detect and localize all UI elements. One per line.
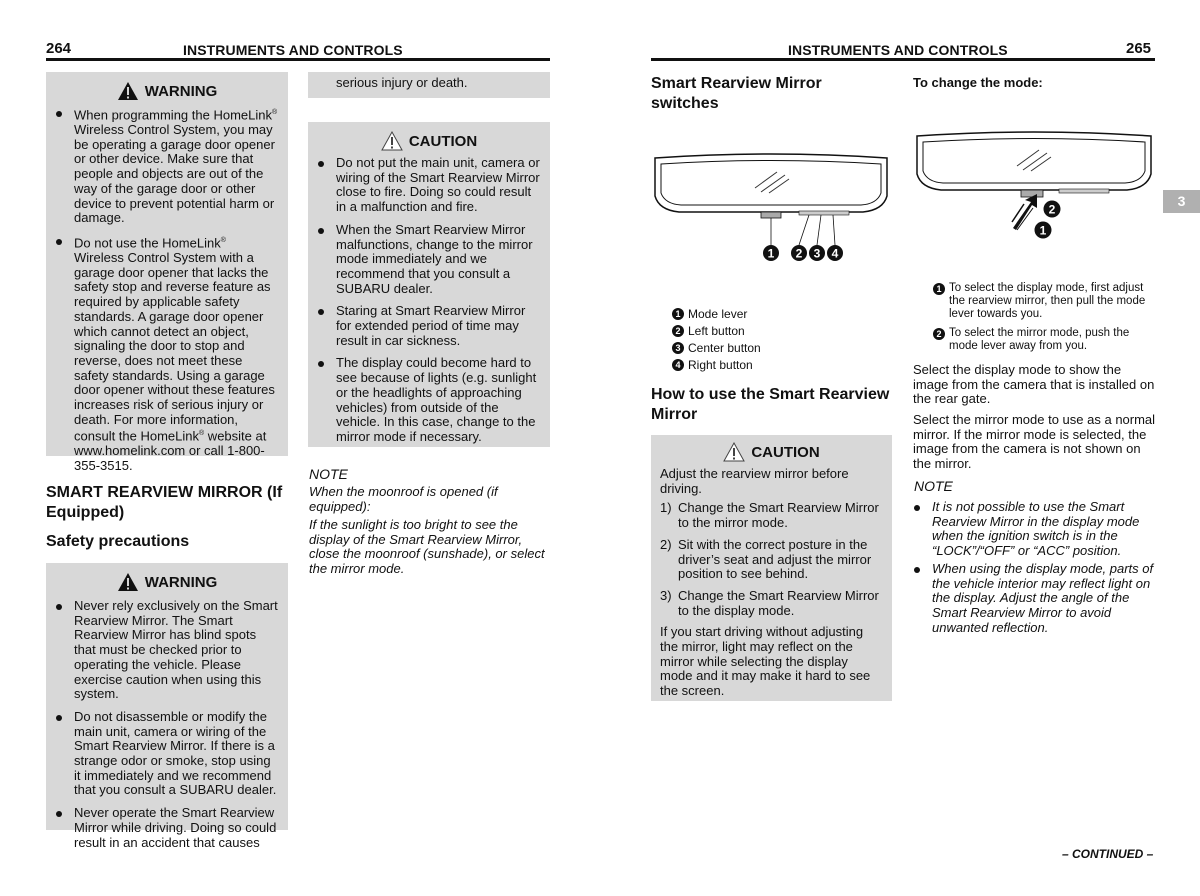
warning-box-safety (46, 563, 288, 850)
list-item: Do not use the HomeLink® Wireless Control System with a garage door opener that lacks the safety stop and reverse feature as required by applicable safety standards. A garage door opener which cannot detect an object, signaling the door to stop and reverse, does not meet these safety standards. Using a garage door opener without these features increases risk of serious injury or death. For more information, consult the HomeLink® website at www.homelink.com or call 1-800-355-3515. (46, 234, 278, 474)
svg-text:1: 1 (767, 246, 775, 261)
svg-text:1: 1 (1039, 223, 1047, 238)
warning-triangle-icon (117, 572, 139, 592)
caution-triangle-icon (381, 131, 403, 151)
legend-item: 2 Left button (672, 322, 761, 339)
list-item: When using the display mode, parts of the vehicle interior may reflect light on the display. Adjust the angle of the Smart Rearview Mirror to avoid unwanted reflection. (904, 562, 1156, 636)
caution-box-left (308, 122, 550, 447)
how-to-title: How to use the Smart Rearview Mirror (651, 386, 890, 423)
change-mode-title: To change the mode: (913, 75, 1043, 90)
note-list-right (904, 500, 1156, 643)
caution-triangle-icon (723, 442, 745, 462)
mirror-mode-illustration (913, 128, 1155, 244)
mode-instructions (933, 282, 1155, 353)
header-rule-right (651, 58, 1155, 61)
list-item: It is not possible to use the Smart Rearview Mirror in the display mode when the ignition switch is in the “LOCK”/“OFF” or “ACC” position. (904, 500, 1156, 559)
mode-item: 2 To select the mirror mode, push the mode lever away from you. (933, 327, 1155, 353)
page-number-left: 264 (46, 40, 72, 57)
warning-title (56, 569, 278, 595)
list-item: Never rely exclusively on the Smart Rearview Mirror. The Smart Rearview Mirror has blind spots that must be checked prior to operating the vehicle. Please exercise caution when using this system. (46, 599, 278, 702)
note-text-2: If the sunlight is too bright to see the display of the Smart Rearview Mirror, close the moonroof (sunshade), or select the mirror mode. (309, 517, 545, 577)
list-item: When programming the HomeLink® Wireless Control System, you may be operating a garage door opener or other device. Make sure that people and objects are out of the way of the garage door or other device to prevent potential harm or damage. (46, 106, 278, 226)
caution-title-text: CAUTION (751, 443, 820, 461)
switch-legend (672, 305, 761, 373)
caution-box-right (651, 435, 892, 701)
switches-title: Smart Rearview Mirror switches (651, 75, 822, 112)
callout-2 (1044, 201, 1061, 218)
note-title-right: NOTE (914, 478, 953, 494)
step-item: 3) Change the Smart Rearview Mirror to the display mode. (660, 587, 879, 618)
warning-continued-box (308, 72, 550, 98)
warning-title-text: WARNING (144, 82, 218, 100)
mirror-mode-paragraph: Select the mirror mode to use as a normal mirror. If the mirror mode is selected, the image from the camera is not shown on the mirror. (913, 412, 1156, 472)
caution-title-text: CAUTION (408, 132, 478, 150)
subsection-title: Safety precautions (46, 533, 190, 550)
note-title-left: NOTE (309, 466, 348, 482)
step-item: 2) Sit with the correct posture in the driver’s seat and adjust the mirror position to see behind. (660, 536, 872, 582)
warning-triangle-icon (117, 81, 139, 101)
svg-text:2: 2 (1048, 202, 1056, 217)
page-header-right: INSTRUMENTS AND CONTROLS (788, 42, 1008, 58)
callout-4 (827, 245, 843, 261)
caution-title (660, 439, 883, 465)
warning-title (56, 78, 278, 104)
list-item: Do not disassemble or modify the main unit, camera or wiring of the Smart Rearview Mirror. If there is a strange odor or smoke, stop using it immediately and we recommend that you consult a SUBARU dealer. (46, 710, 278, 798)
continued-text: serious injury or death. (336, 75, 468, 90)
page-header-left: INSTRUMENTS AND CONTROLS (183, 42, 403, 58)
svg-text:3: 3 (813, 246, 821, 261)
arrow-icon (1012, 194, 1037, 230)
display-mode-paragraph: Select the display mode to show the image from the camera that is installed on the rear gate. (913, 362, 1155, 407)
chapter-tab: 3 (1163, 190, 1200, 213)
mode-item: 1 To select the display mode, first adjust the rearview mirror, then pull the mode lever towards you. (933, 282, 1155, 321)
list-item: The display could become hard to see because of lights (e.g. sunlight or the headlights of approaching vehicles) from outside of the vehicle. In this case, change to the mirror mode if necessary. (308, 356, 540, 444)
note-text-1: When the moonroof is opened (if equipped): (309, 484, 498, 514)
legend-item: 4 Right button (672, 356, 761, 373)
list-item: Never operate the Smart Rearview Mirror while driving. Doing so could result in an accident that causes (46, 806, 278, 850)
callout-3 (809, 245, 825, 261)
list-item: When the Smart Rearview Mirror malfunctions, change to the mirror mode immediately and we recommend that you consult a SUBARU dealer. (308, 223, 540, 297)
mirror-switches-illustration (651, 148, 891, 266)
header-rule-left (46, 58, 550, 61)
svg-text:2: 2 (795, 246, 803, 261)
svg-text:4: 4 (831, 246, 839, 261)
list-item: Staring at Smart Rearview Mirror for extended period of time may result in car sickness. (308, 304, 540, 348)
continued-label: – CONTINUED – (1062, 847, 1154, 861)
warning-box-homelink (46, 72, 288, 474)
list-item: Do not put the main unit, camera or wiring of the Smart Rearview Mirror close to fire. Doing so could result in a malfunction and fire. (308, 156, 540, 215)
legend-item: 1 Mode lever (672, 305, 761, 322)
callout-1 (763, 245, 779, 261)
warning-title-text: WARNING (144, 573, 218, 591)
caution-title (318, 128, 540, 154)
caution-outro: If you start driving without adjusting the mirror, light may reflect on the mirror while selecting the display mode and it may make it hard to see the screen. (660, 624, 871, 699)
step-item: 1) Change the Smart Rearview Mirror to the mirror mode. (660, 500, 879, 531)
callout-1 (1035, 222, 1052, 239)
page-number-right: 265 (1126, 40, 1152, 57)
callout-2 (791, 245, 807, 261)
legend-item: 3 Center button (672, 339, 761, 356)
section-title: SMART REARVIEW MIRROR (If Equipped) (46, 484, 283, 521)
caution-intro: Adjust the rearview mirror before driving. (660, 466, 849, 496)
